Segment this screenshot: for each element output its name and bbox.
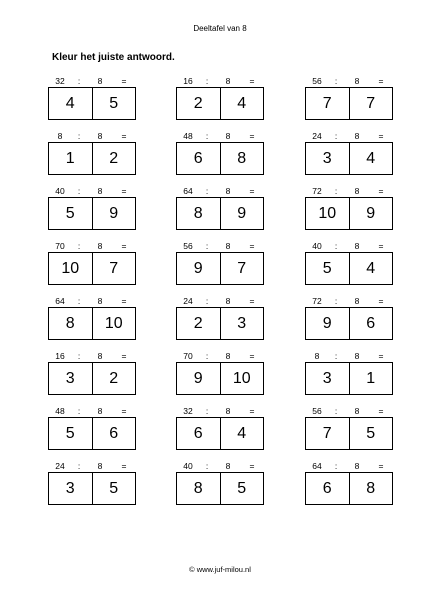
divisor: 8 (97, 131, 103, 141)
divisor: 8 (225, 296, 231, 306)
dividend: 56 (183, 241, 193, 251)
equals-sign: = (249, 296, 255, 306)
answer-option[interactable]: 9 (92, 198, 136, 229)
exercise-item (305, 76, 393, 122)
answer-options (48, 362, 136, 395)
dividend: 16 (183, 76, 193, 86)
division-equation (305, 406, 393, 416)
division-equation (305, 296, 393, 306)
division-operator: : (205, 296, 209, 306)
answer-option[interactable]: 7 (322, 424, 332, 442)
exercise-item (176, 241, 264, 287)
answer-options (176, 252, 264, 285)
dividend: 48 (55, 406, 65, 416)
equals-sign: = (378, 351, 384, 361)
divisor: 8 (354, 186, 360, 196)
answer-options (176, 417, 264, 450)
answer-option[interactable]: 4 (349, 143, 393, 174)
dividend: 72 (312, 296, 322, 306)
divisor: 8 (97, 406, 103, 416)
dividend: 64 (55, 296, 65, 306)
exercise-item (48, 461, 136, 507)
answer-options (176, 362, 264, 395)
divisor: 8 (354, 461, 360, 471)
equals-sign: = (378, 241, 384, 251)
answer-option[interactable]: 8 (220, 143, 264, 174)
division-operator: : (77, 241, 81, 251)
equals-sign: = (121, 186, 127, 196)
equals-sign: = (121, 76, 127, 86)
equals-sign: = (249, 186, 255, 196)
exercise-item (176, 76, 264, 122)
answer-options (176, 142, 264, 175)
answer-option[interactable]: 5 (65, 204, 75, 222)
answer-option[interactable]: 4 (220, 418, 264, 449)
instruction-text: Kleur het juiste antwoord. (52, 52, 175, 63)
footer-copyright: © www.juf-milou.nl (189, 565, 251, 574)
dividend: 64 (312, 461, 322, 471)
division-equation (176, 461, 264, 471)
answer-option[interactable]: 8 (193, 204, 203, 222)
division-equation (305, 131, 393, 141)
equals-sign: = (249, 76, 255, 86)
divisor: 8 (354, 241, 360, 251)
dividend: 8 (314, 351, 320, 361)
division-equation (176, 76, 264, 86)
equals-sign: = (378, 76, 384, 86)
division-equation (48, 186, 136, 196)
exercise-item (176, 186, 264, 232)
equals-sign: = (249, 406, 255, 416)
division-operator: : (334, 241, 338, 251)
answer-option[interactable]: 6 (193, 149, 203, 167)
division-operator: : (205, 461, 209, 471)
divisor: 8 (225, 131, 231, 141)
equals-sign: = (249, 241, 255, 251)
divisor: 8 (354, 296, 360, 306)
answer-option[interactable]: 7 (349, 88, 393, 119)
division-equation (305, 461, 393, 471)
divisor: 8 (225, 241, 231, 251)
equals-sign: = (378, 461, 384, 471)
division-equation (48, 406, 136, 416)
divisor: 8 (354, 351, 360, 361)
answer-option[interactable]: 6 (193, 424, 203, 442)
division-operator: : (205, 131, 209, 141)
equals-sign: = (378, 296, 384, 306)
answer-option[interactable]: 1 (349, 363, 393, 394)
answer-option[interactable]: 7 (220, 253, 264, 284)
division-operator: : (77, 131, 81, 141)
equals-sign: = (121, 461, 127, 471)
exercise-item (48, 351, 136, 397)
dividend: 8 (57, 131, 63, 141)
division-operator: : (77, 76, 81, 86)
exercise-item (48, 186, 136, 232)
exercise-item (305, 296, 393, 342)
division-operator: : (334, 296, 338, 306)
answer-option[interactable]: 2 (193, 94, 203, 112)
exercise-item (176, 461, 264, 507)
division-operator: : (77, 296, 81, 306)
equals-sign: = (249, 131, 255, 141)
answer-option[interactable]: 10 (92, 308, 136, 339)
answer-option[interactable]: 10 (318, 204, 337, 222)
equals-sign: = (121, 351, 127, 361)
exercise-item (176, 296, 264, 342)
division-operator: : (334, 406, 338, 416)
answer-option[interactable]: 4 (349, 253, 393, 284)
answer-option[interactable]: 5 (220, 473, 264, 504)
answer-options (305, 307, 393, 340)
divisor: 8 (225, 406, 231, 416)
division-operator: : (205, 76, 209, 86)
division-operator: : (334, 351, 338, 361)
answer-option[interactable]: 6 (349, 308, 393, 339)
equals-sign: = (378, 131, 384, 141)
answer-option[interactable]: 3 (65, 479, 75, 497)
answer-option[interactable]: 10 (61, 259, 80, 277)
dividend: 56 (312, 76, 322, 86)
exercise-item (176, 406, 264, 452)
answer-option[interactable]: 5 (322, 259, 332, 277)
exercise-item (48, 296, 136, 342)
dividend: 40 (183, 461, 193, 471)
division-equation (305, 241, 393, 251)
equals-sign: = (249, 461, 255, 471)
answer-options (48, 472, 136, 505)
division-equation (48, 131, 136, 141)
exercise-item (305, 406, 393, 452)
dividend: 24 (312, 131, 322, 141)
division-equation (48, 461, 136, 471)
division-operator: : (334, 76, 338, 86)
dividend: 16 (55, 351, 65, 361)
dividend: 72 (312, 186, 322, 196)
answer-option[interactable]: 3 (322, 149, 332, 167)
division-equation (48, 351, 136, 361)
answer-options (48, 307, 136, 340)
answer-option[interactable]: 5 (349, 418, 393, 449)
divisor: 8 (354, 131, 360, 141)
dividend: 70 (183, 351, 193, 361)
answer-option[interactable]: 5 (92, 473, 136, 504)
equals-sign: = (378, 406, 384, 416)
exercise-item (305, 186, 393, 232)
answer-options (176, 307, 264, 340)
answer-option[interactable]: 5 (92, 88, 136, 119)
dividend: 48 (183, 131, 193, 141)
dividend: 40 (55, 186, 65, 196)
page-title: Deeltafel van 8 (193, 24, 247, 33)
division-operator: : (77, 406, 81, 416)
divisor: 8 (97, 241, 103, 251)
answer-option[interactable]: 3 (65, 369, 75, 387)
answer-option[interactable]: 3 (322, 369, 332, 387)
division-equation (305, 186, 393, 196)
division-operator: : (334, 461, 338, 471)
answer-option[interactable]: 9 (349, 198, 393, 229)
answer-option[interactable]: 1 (65, 149, 75, 167)
answer-options (305, 472, 393, 505)
exercise-item (48, 76, 136, 122)
equals-sign: = (249, 351, 255, 361)
answer-options (305, 197, 393, 230)
division-equation (176, 186, 264, 196)
division-operator: : (205, 406, 209, 416)
divisor: 8 (354, 76, 360, 86)
dividend: 32 (55, 76, 65, 86)
answer-options (48, 417, 136, 450)
equals-sign: = (121, 296, 127, 306)
answer-option[interactable]: 6 (92, 418, 136, 449)
divisor: 8 (97, 186, 103, 196)
exercise-item (176, 351, 264, 397)
division-operator: : (205, 186, 209, 196)
answer-option[interactable]: 4 (220, 88, 264, 119)
answer-option[interactable]: 9 (193, 259, 203, 277)
answer-option[interactable]: 7 (322, 94, 332, 112)
division-equation (48, 241, 136, 251)
divisor: 8 (225, 186, 231, 196)
equals-sign: = (121, 131, 127, 141)
dividend: 32 (183, 406, 193, 416)
division-equation (48, 296, 136, 306)
division-equation (176, 296, 264, 306)
equals-sign: = (378, 186, 384, 196)
divisor: 8 (97, 76, 103, 86)
divisor: 8 (225, 76, 231, 86)
answer-options (176, 472, 264, 505)
division-equation (176, 131, 264, 141)
exercise-item (305, 351, 393, 397)
answer-option[interactable]: 7 (92, 253, 136, 284)
division-operator: : (205, 241, 209, 251)
answer-options (48, 142, 136, 175)
dividend: 24 (55, 461, 65, 471)
answer-options (305, 142, 393, 175)
answer-options (48, 252, 136, 285)
answer-option[interactable]: 9 (322, 314, 332, 332)
exercise-grid (48, 76, 394, 516)
answer-option[interactable]: 8 (65, 314, 75, 332)
answer-options (176, 87, 264, 120)
division-equation (176, 351, 264, 361)
equals-sign: = (121, 241, 127, 251)
exercise-item (305, 461, 393, 507)
divisor: 8 (97, 351, 103, 361)
answer-option[interactable]: 8 (193, 479, 203, 497)
division-equation (48, 76, 136, 86)
exercise-item (48, 241, 136, 287)
exercise-item (48, 406, 136, 452)
answer-option[interactable]: 6 (322, 479, 332, 497)
dividend: 70 (55, 241, 65, 251)
division-operator: : (77, 351, 81, 361)
division-equation (176, 241, 264, 251)
answer-options (305, 87, 393, 120)
dividend: 40 (312, 241, 322, 251)
answer-option[interactable]: 2 (193, 314, 203, 332)
answer-option[interactable]: 10 (220, 363, 264, 394)
exercise-item (305, 241, 393, 287)
answer-options (48, 87, 136, 120)
divisor: 8 (97, 296, 103, 306)
answer-option[interactable]: 9 (193, 369, 203, 387)
equals-sign: = (121, 406, 127, 416)
division-equation (305, 351, 393, 361)
dividend: 24 (183, 296, 193, 306)
answer-option[interactable]: 9 (220, 198, 264, 229)
answer-option[interactable]: 4 (65, 94, 75, 112)
divisor: 8 (354, 406, 360, 416)
division-operator: : (77, 186, 81, 196)
answer-option[interactable]: 2 (92, 363, 136, 394)
division-operator: : (205, 351, 209, 361)
exercise-item (176, 131, 264, 177)
answer-options (305, 362, 393, 395)
answer-option[interactable]: 3 (220, 308, 264, 339)
divisor: 8 (97, 461, 103, 471)
division-operator: : (334, 186, 338, 196)
answer-options (48, 197, 136, 230)
answer-option[interactable]: 2 (92, 143, 136, 174)
divisor: 8 (225, 461, 231, 471)
dividend: 64 (183, 186, 193, 196)
division-operator: : (77, 461, 81, 471)
answer-option[interactable]: 8 (349, 473, 393, 504)
division-equation (305, 76, 393, 86)
division-equation (176, 406, 264, 416)
divisor: 8 (225, 351, 231, 361)
answer-options (176, 197, 264, 230)
answer-options (305, 417, 393, 450)
answer-options (305, 252, 393, 285)
exercise-item (305, 131, 393, 177)
exercise-item (48, 131, 136, 177)
division-operator: : (334, 131, 338, 141)
dividend: 56 (312, 406, 322, 416)
answer-option[interactable]: 5 (65, 424, 75, 442)
